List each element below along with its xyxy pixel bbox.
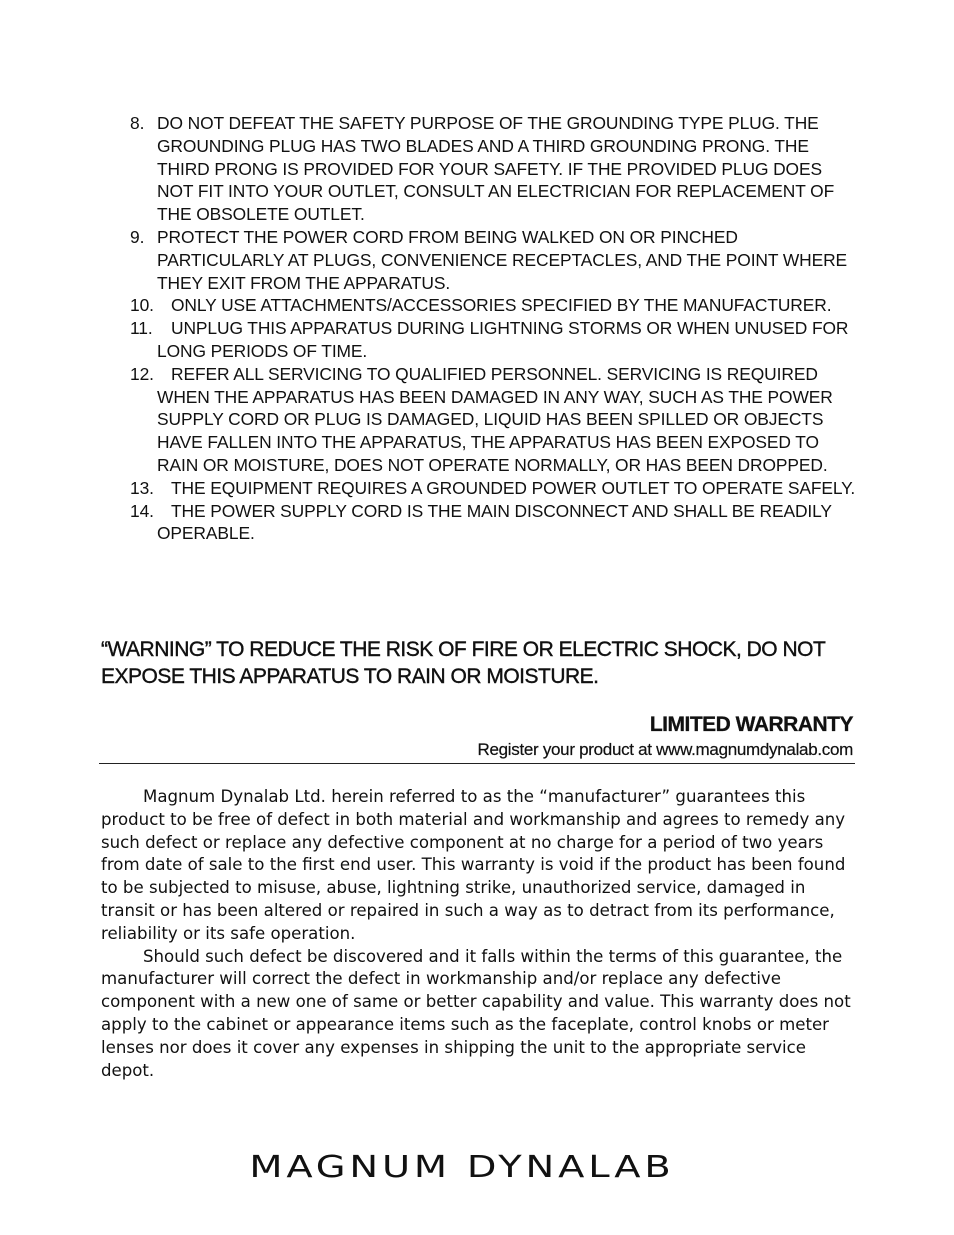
safety-item-12 xyxy=(130,363,860,477)
safety-instructions-list xyxy=(130,112,860,545)
brand-logo: MAGNUM DYNALAB xyxy=(249,1150,675,1185)
item-text: THE POWER SUPPLY CORD IS THE MAIN DISCONNECT AND SHALL BE READILY OPERABLE. xyxy=(157,500,832,544)
item-number: 9. xyxy=(130,226,145,247)
safety-item-8 xyxy=(130,112,860,226)
item-number: 11. xyxy=(130,318,153,339)
item-text: THE EQUIPMENT REQUIRES A GROUNDED POWER OUTLET TO OPERATE SAFELY. xyxy=(171,477,856,498)
warranty-register-link: Register your product at www.magnumdynalab.com xyxy=(477,740,853,759)
item-number: 8. xyxy=(130,113,145,133)
item-number: 13. xyxy=(130,477,154,498)
safety-item-13 xyxy=(130,477,860,500)
item-number: 12. xyxy=(130,363,154,384)
safety-item-9 xyxy=(130,226,860,294)
safety-item-14 xyxy=(130,500,860,546)
item-number: 10. xyxy=(130,295,154,316)
item-text: PROTECT THE POWER CORD FROM BEING WALKED ON OR PINCHED PARTICULARLY AT PLUGS, CONVENIENCE RECEPTACLES, AND THE POINT WHERE THEY EXIT FROM THE APPARATUS. xyxy=(157,226,848,293)
safety-item-10 xyxy=(130,294,860,317)
warranty-paragraph: Should such defect be discovered and it falls within the terms of this guarantee, the manufacturer will correct the defect in workmanship and/or replace any defective component with a new one of same or better capability and value. This warranty does not apply to the cabinet or appearance items such as the faceplate, control knobs or meter lenses nor does it cover any expenses in shipping the unit to the appropriate service depot. xyxy=(101,946,851,1080)
safety-item-11 xyxy=(130,317,860,363)
item-text: DO NOT DEFEAT THE SAFETY PURPOSE OF THE GROUNDING TYPE PLUG. THE GROUNDING PLUG HAS TWO BLADES AND A THIRD GROUNDING PRONG. THE THIRD PRONG IS PROVIDED FOR YOUR SAFETY. IF THE PROVIDED PLUG DOES NOT FIT INTO YOUR OUTLET, CONSULT AN ELECTRICIAN FOR REPLACEMENT OF THE OBSOLETE OUTLET. xyxy=(157,113,835,225)
item-text: ONLY USE ATTACHMENTS/ACCESSORIES SPECIFIED BY THE MANUFACTURER. xyxy=(171,295,832,316)
warranty-heading: LIMITED WARRANTY xyxy=(649,713,853,736)
item-text: UNPLUG THIS APPARATUS DURING LIGHTNING STORMS OR WHEN UNUSED FOR LONG PERIODS OF TIME. xyxy=(157,318,849,361)
item-number: 14. xyxy=(130,500,154,521)
warranty-divider xyxy=(99,763,855,764)
item-text: REFER ALL SERVICING TO QUALIFIED PERSONNEL. SERVICING IS REQUIRED WHEN THE APPARATUS HAS BEEN DAMAGED IN ANY WAY, SUCH AS THE POWER SUPPLY CORD OR PLUG IS DAMAGED, LIQUID HAS BEEN SPILLED OR OBJECTS HAVE FALLEN INTO THE APPARATUS, THE APPARATUS HAS BEEN EXPOSED TO RAIN OR MOISTURE, DOES NOT OPERATE NORMALLY, OR HAS BEEN DROPPED. xyxy=(157,363,833,475)
warranty-paragraph: Magnum Dynalab Ltd. herein referred to as the “manufacturer” guarantees this product to be free of defect in both material and workmanship and agrees to remedy any such defect or replace any defective component at no charge for a period of two years from date of sale to the first end user. This warranty is void if the product has been found to be subjected to misuse, abuse, lightning strike, unauthorized service, damaged in transit or has been altered or repaired in such a way as to detract from its performance, reliability or its safe operation. xyxy=(101,787,846,943)
warning-statement: “WARNING” TO REDUCE THE RISK OF FIRE OR ELECTRIC SHOCK, DO NOT EXPOSE THIS APPARATUS TO RAIN OR MOISTURE. xyxy=(101,638,825,688)
warranty-body xyxy=(101,786,861,1082)
